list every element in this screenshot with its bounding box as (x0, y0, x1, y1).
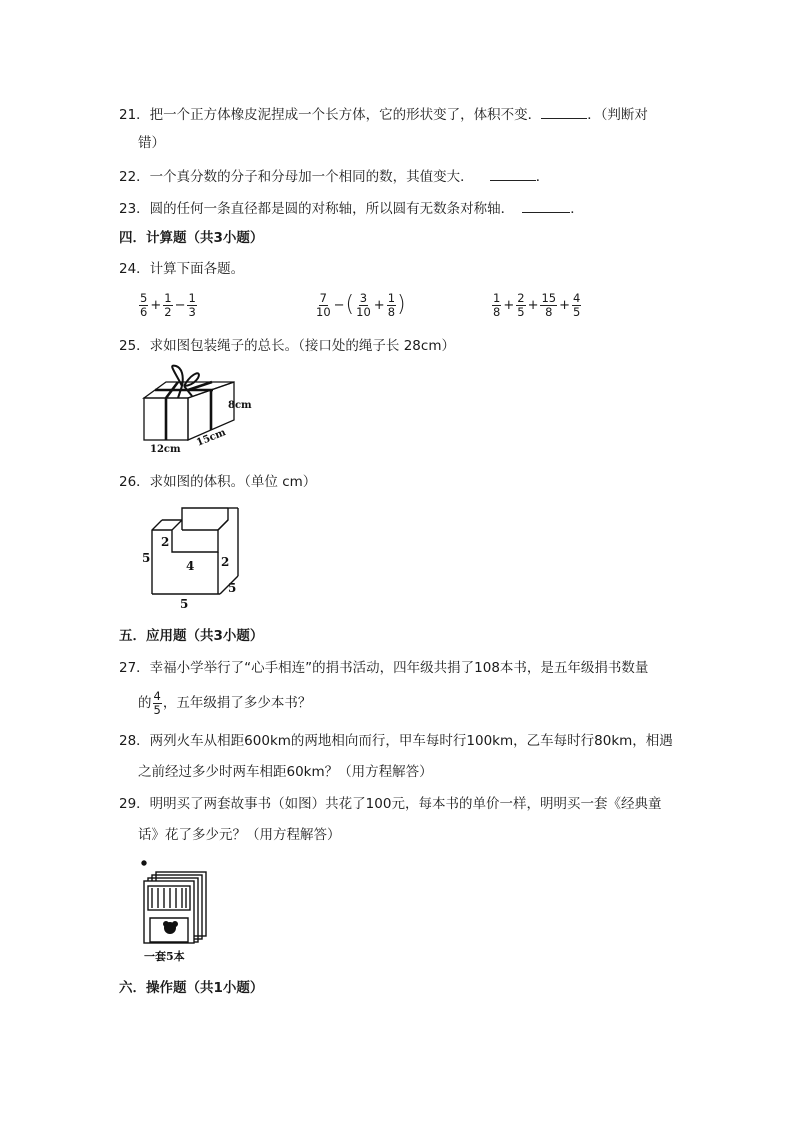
expression-1: $\frac{5}{6}$ + $\frac{1}{2}$ − $\frac{1}{3}$ (140, 290, 196, 319)
question-21-text: 21．把一个正方体橡皮泥捏成一个长方体，它的形状变了，体积不变． (119, 107, 542, 123)
question-27-line-1: 27．幸福小学举行了“心手相连”的捐书活动，四年级共捐了108本书，是五年级捐书数量 (119, 660, 649, 676)
question-21 (119, 104, 648, 124)
fraction: $\frac{5}{6}$ (140, 290, 148, 319)
label-inner-width: 4 (186, 559, 195, 573)
label-depth: 5 (228, 581, 237, 595)
label-left: 5 (142, 551, 151, 565)
question-28-line-1: 28．两列火车从相距600km的两地相向而行，甲车每时行100km，乙车每时行80km，相遇 (119, 733, 673, 749)
section-5-heading: 五．应用题（共3小题） (119, 628, 264, 644)
question-25-text: 25．求如图包装绳子的总长。（接口处的绳子长 28cm） (119, 338, 455, 354)
question-28-line-2: 之前经过多少时两车相距60km？（用方程解答） (138, 764, 433, 780)
book-set-figure (136, 856, 216, 968)
question-26-text: 26．求如图的体积。（单位 cm） (119, 474, 317, 490)
fraction: $\frac{4}{5}$ (153, 688, 161, 717)
question-22 (119, 166, 549, 186)
fraction: $\frac{7}{10}$ (316, 290, 331, 319)
fraction: $\frac{15}{8}$ (541, 290, 557, 319)
question-21-tail: ．（判断对 (587, 107, 648, 123)
question-29-line-2: 话》花了多少元？（用方程解答） (138, 827, 341, 843)
question-22-text: 22．一个真分数的分子和分母加一个相同的数，其值变大． (119, 169, 474, 185)
fraction: $\frac{3}{10}$ (356, 290, 371, 319)
question-27-line-2: 的 $\frac{4}{5}$ ，五年级捐了多少本书？ (138, 688, 312, 717)
fraction: $\frac{1}{2}$ (164, 290, 172, 319)
label-depth: 15cm (195, 427, 228, 449)
question-22-tail: ． (535, 169, 550, 185)
section-4-heading: 四．计算题（共3小题） (119, 230, 264, 246)
question-21-continuation: 错） (138, 135, 165, 151)
expression-2: $\frac{7}{10}$ −( $\frac{3}{10}$ + $\frac{1}{8}$ ) (316, 290, 406, 319)
dot-icon (142, 861, 146, 865)
question-29-line-1: 29．明明买了两套故事书（如图）共花了100元，每本书的单价一样，明明买一套《经典童 (119, 796, 662, 812)
fraction: $\frac{2}{5}$ (517, 290, 525, 319)
fraction: $\frac{4}{5}$ (573, 290, 581, 319)
answer-blank-22[interactable] (490, 166, 536, 181)
question-23 (119, 198, 584, 218)
label-bottom: 5 (180, 597, 189, 611)
question-23-text: 23．圆的任何一条直径都是圆的对称轴，所以圆有无数条对称轴． (119, 201, 515, 217)
gift-box-figure (136, 362, 266, 456)
label-inner-height: 2 (161, 535, 170, 549)
fraction: $\frac{1}{3}$ (188, 290, 196, 319)
book-set-caption: 一套5本 (144, 950, 185, 963)
cut-block-figure (138, 500, 248, 612)
answer-blank-21[interactable] (541, 104, 587, 119)
label-right-height: 2 (221, 555, 230, 569)
label-height: 8cm (228, 400, 252, 411)
rope (155, 382, 213, 440)
answer-blank-23[interactable] (522, 198, 570, 213)
label-width: 12cm (150, 444, 181, 455)
question-24-text: 24．计算下面各题。 (119, 261, 245, 277)
fraction: $\frac{1}{8}$ (387, 290, 396, 319)
expression-3: $\frac{1}{8}$ + $\frac{2}{5}$ + $\frac{15}{8}$ + $\frac{4}{5}$ (493, 290, 581, 319)
fraction: $\frac{1}{8}$ (493, 290, 501, 319)
section-6-heading: 六．操作题（共1小题） (119, 980, 264, 996)
question-23-tail: ． (570, 201, 584, 217)
